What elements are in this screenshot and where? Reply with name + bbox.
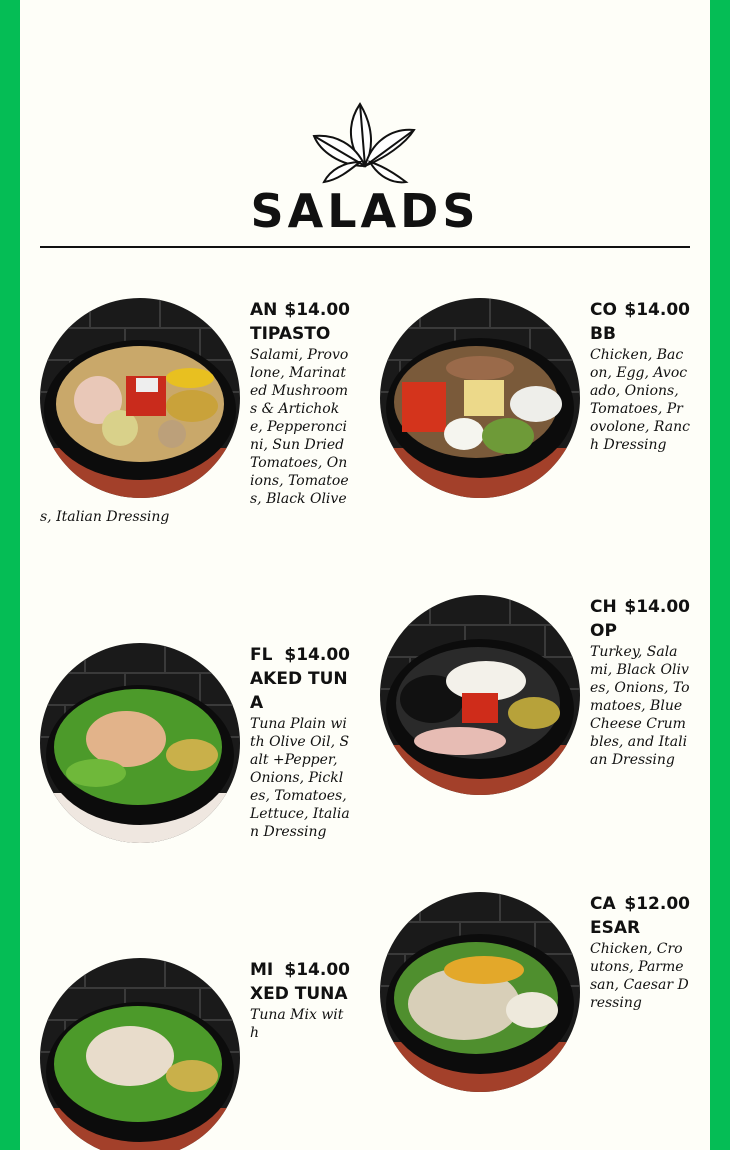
item-description: Tuna Mix with: [250, 1007, 344, 1041]
menu-page: [20, 0, 710, 1150]
item-name: FLAKED TUNA: [250, 645, 348, 713]
menu-item-flaked-tuna: [40, 643, 350, 845]
item-price: $14.00: [624, 300, 690, 320]
salad-photo: [40, 958, 240, 1150]
salad-photo: [40, 643, 240, 843]
item-price: $14.00: [624, 597, 690, 617]
menu-item-cobb: [380, 298, 690, 500]
salad-photo: [380, 298, 580, 498]
menu-item-mixed-tuna: [40, 958, 350, 1150]
item-price: $14.00: [284, 960, 350, 980]
title-divider: [40, 246, 690, 248]
item-price: $14.00: [284, 645, 350, 665]
item-description: Chicken, Bacon, Egg, Avocado, Onions, Tomatoes, Provolone, Ranch Dressing: [590, 347, 690, 453]
item-name: MIXED TUNA: [250, 960, 348, 1004]
salad-photo: [380, 595, 580, 795]
menu-item-chop: [380, 595, 690, 797]
basil-leaves-icon: [310, 96, 420, 184]
item-name: CHOP: [590, 597, 617, 641]
item-name: COBB: [590, 300, 617, 344]
item-price: $12.00: [624, 894, 690, 914]
page-title: SALADS: [250, 184, 480, 238]
item-name: ANTIPASTO: [250, 300, 331, 344]
menu-item-caesar: [380, 892, 690, 1094]
item-description: Salami, Provolone, Marinated Mushrooms & Artichoke, Pepperoncini, Sun Dried Tomatoes, Onions, Tomatoes, Black Olives, Italian Dressing: [40, 347, 349, 525]
item-description: Chicken, Croutons, Parmesan, Caesar Dressing: [590, 941, 689, 1011]
item-description: Tuna Plain with Olive Oil, Salt +Pepper, Onions, Pickles, Tomatoes, Lettuce, Italian Dressing: [250, 716, 350, 840]
salad-photo: [40, 298, 240, 498]
item-name: CAESAR: [590, 894, 641, 938]
salad-photo: [380, 892, 580, 1092]
item-price: $14.00: [284, 300, 350, 320]
item-description: Turkey, Salami, Black Olives, Onions, Tomatoes, Blue Cheese Crumbles, and Italian Dressing: [590, 644, 690, 768]
menu-item-antipasto: [40, 298, 350, 526]
